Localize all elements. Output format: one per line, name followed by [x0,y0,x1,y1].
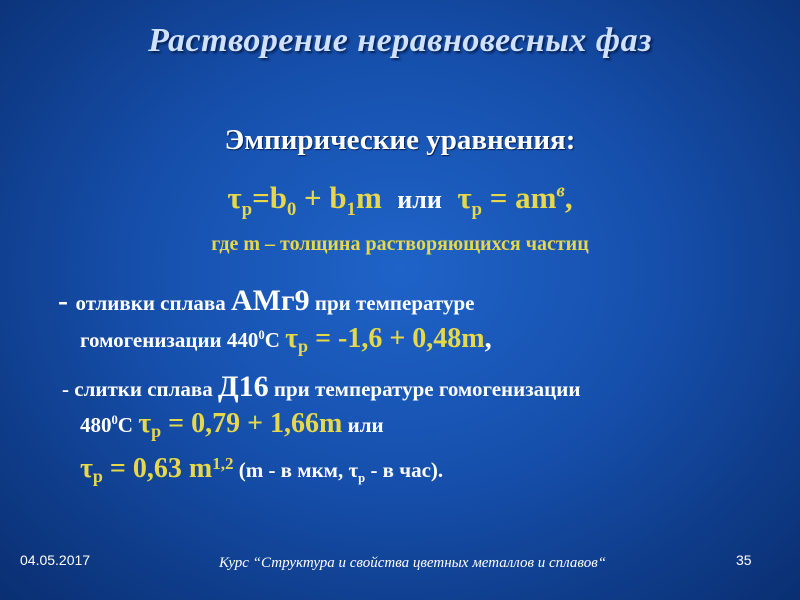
item2-note1: (m - в мкм, [233,458,349,482]
item2-degree: 0 [111,413,118,427]
item2-line3-tau: τ [80,453,93,484]
eq-comma: , [564,180,573,215]
slide-title: Растворение неравновесных фаз [148,22,652,59]
eq1-part-b: + b [296,180,347,215]
item2-alloy: Д16 [218,370,269,403]
footer-course: Курс “Структура и свойства цветных металлов и сплавов“ [219,555,607,571]
eq2-exponent: в [556,180,565,202]
item2-note2: - в час). [365,458,444,482]
item1-line1 [58,284,475,318]
item1-line2a: гомогенизации 440 [80,328,259,352]
item1-comma: , [484,323,492,354]
item2-tau-sub: p [151,421,162,442]
eq1-sub0: 0 [286,199,297,221]
item2-line3 [80,453,443,487]
eq1-sub1: 1 [346,199,356,221]
tau-subscript: p [241,199,253,221]
item1-dash: - [58,284,76,317]
item2-note-tau: τ [348,458,359,482]
empirical-equations [0,180,800,221]
tau-symbol: τ [227,180,242,215]
eq1-part-c: m [355,180,382,215]
item1-degree: 0 [258,328,265,342]
item2-formula: = 0,79 + 1,66m [161,408,343,439]
footer-date: 04.05.2017 [20,552,91,568]
item2-text1: - слитки сплава [62,377,219,401]
eq1-part-a: =b [252,180,287,215]
or-word: или [397,185,442,214]
tau-subscript-2: p [471,199,482,221]
item2-line3-formula: = 0,63 m [102,453,213,484]
footer-page-number: 35 [736,552,752,568]
item1-line2b: С [264,328,286,352]
item2-line2b: С [117,413,139,437]
item2-line2 [80,408,384,442]
eq2-part-a: = am [482,180,557,215]
slide-subtitle: Эмпирические уравнения: [224,124,576,156]
item2-line1 [62,370,580,404]
item1-tau: τ [285,323,299,354]
item2-note-tau-sub: p [358,471,366,486]
item2-tau: τ [138,408,152,439]
item1-tau-sub: p [298,336,309,357]
item1-formula: = -1,6 + 0,48m [308,323,485,354]
item2-line2a: 480 [80,413,112,437]
item1-text2: при температуре [309,291,475,315]
item2-line3-exponent: 1,2 [212,454,234,473]
item2-text2: при температуре гомогенизации [268,377,581,401]
tau-symbol-2: τ [457,180,472,215]
item2-line3-tau-sub: p [92,466,103,487]
equation-description: где m – толщина растворяющихся частиц [211,233,589,255]
item1-line2 [80,323,492,357]
item2-or: или [342,413,384,437]
item1-alloy: АМг9 [230,284,310,317]
item1-text1: отливки сплава [75,291,231,315]
